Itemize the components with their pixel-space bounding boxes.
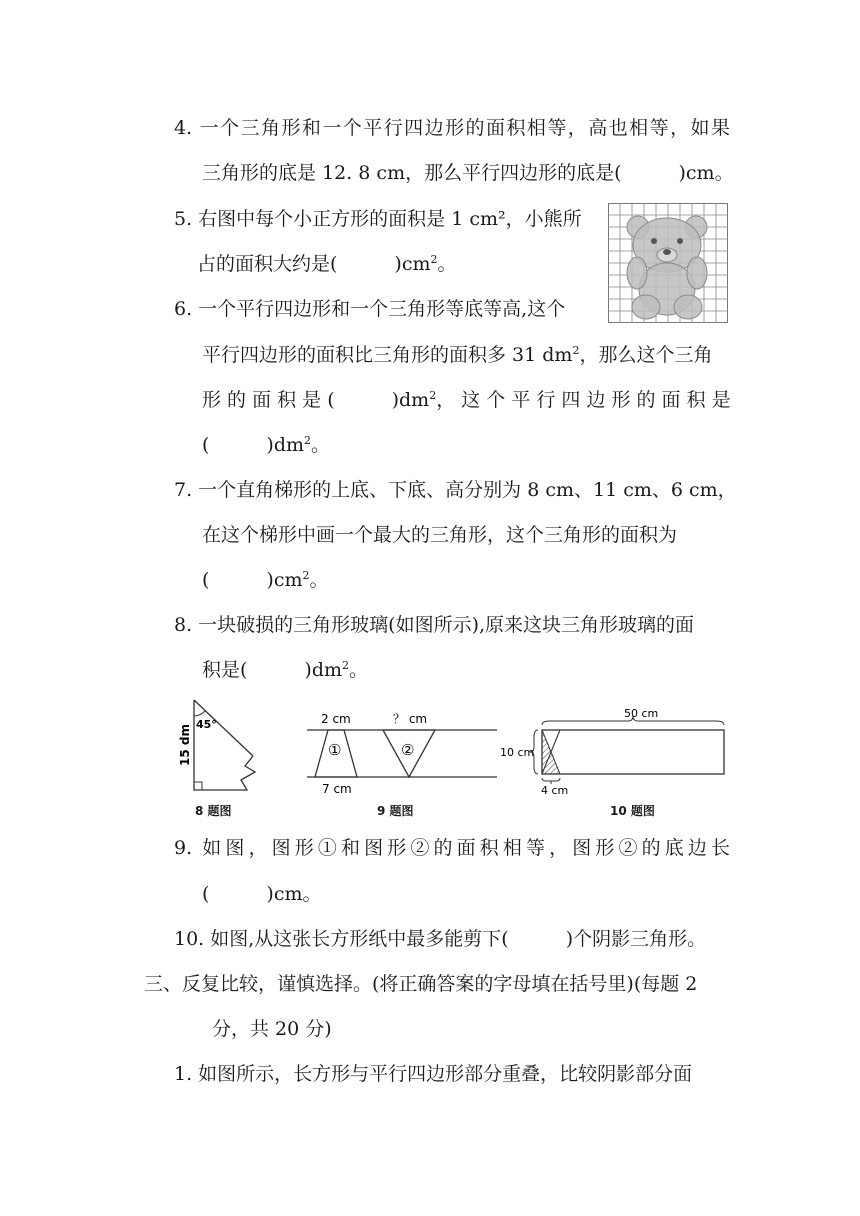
fig10-bottom-label: 4 cm xyxy=(541,784,569,797)
q6-line-1: 6. 一个平行四边形和一个三角形等底等高,这个 xyxy=(174,298,566,320)
q7-line-3-text: ( )cm xyxy=(202,569,303,591)
q5-line-2-end: 。 xyxy=(437,253,457,275)
fig10-caption: 10 题图 xyxy=(610,804,655,818)
q5-line-2 xyxy=(197,252,457,276)
q6-line-3-sup: 2 xyxy=(429,389,437,402)
s3-q1-line-1: 1. 如图所示，长方形与平行四边形部分重叠，比较阴影部分面 xyxy=(174,1063,693,1085)
fig8-angle-label: 45° xyxy=(196,718,217,731)
fig10-side-label: 10 cm xyxy=(500,746,535,759)
q9-line-1: 9. 如图，图形①和图形②的面积相等，图形②的底边长 xyxy=(174,837,730,859)
figure-8-svg xyxy=(175,694,265,794)
q6-line-2 xyxy=(202,343,712,367)
q6-line-2-text: 平行四边形的面积比三角形的面积多 31 dm xyxy=(202,344,573,366)
q8-line-2-text: 积是( )dm xyxy=(202,659,343,681)
figure-9 xyxy=(305,708,500,822)
fig9-bottom-label: 7 cm xyxy=(322,782,352,796)
q7-line-3-end: 。 xyxy=(309,569,329,591)
q8-line-1: 8. 一块破损的三角形玻璃(如图所示),原来这块三角形玻璃的面 xyxy=(174,614,695,636)
fig10-top-label: 50 cm xyxy=(624,707,659,720)
q6-line-3-text: 形 的 面 积 是 ( )dm xyxy=(202,389,430,411)
q10-line-1: 10. 如图,从这张长方形纸中最多能剪下( )个阴影三角形。 xyxy=(174,928,707,950)
q8-line-2-sup: 2 xyxy=(342,659,350,672)
fig9-top-right-label: ？ cm xyxy=(393,712,428,726)
q4-line-1: 4. 一个三角形和一个平行四边形的面积相等，高也相等，如果 xyxy=(174,117,730,139)
q5-sup: 2 xyxy=(430,253,438,266)
figure-8 xyxy=(175,694,265,822)
q6-line-4-sup: 2 xyxy=(304,434,312,447)
figure-10-svg xyxy=(500,705,730,801)
fig8-side-label: 15 dm xyxy=(178,724,192,766)
q4-line-2: 三角形的底是 12. 8 cm，那么平行四边形的底是( )cm。 xyxy=(202,162,734,184)
fig9-top-left-label: 2 cm xyxy=(321,712,351,726)
q7-line-2: 在这个梯形中画一个最大的三角形，这个三角形的面积为 xyxy=(202,524,678,546)
q6-line-3-end: ， 这 个 平 行 四 边 形 的 面 积 是 xyxy=(436,389,731,411)
q6-line-2-sup: 2 xyxy=(572,344,580,357)
q6-line-4-text: ( )dm xyxy=(202,434,305,456)
fig9-shape-1-label: ① xyxy=(328,741,342,759)
q7-line-3-sup: 2 xyxy=(302,569,310,582)
section-3-heading-line-1: 三、反复比较，谨慎选择。(将正确答案的字母填在括号里)(每题 2 xyxy=(144,973,698,995)
fig9-caption: 9 题图 xyxy=(377,804,414,818)
teddy-bear-icon xyxy=(627,216,707,319)
q5-line-1: 5. 右图中每个小正方形的面积是 1 cm²，小熊所 xyxy=(174,208,582,230)
figure-10 xyxy=(500,705,730,822)
q6-line-4 xyxy=(202,433,330,457)
q6-line-3 xyxy=(202,388,731,412)
section-3-heading-line-2: 分，共 20 分) xyxy=(212,1018,332,1040)
q6-line-2-end: ，那么这个三角 xyxy=(579,344,713,366)
q8-line-2-end: 。 xyxy=(349,659,369,681)
fig9-shape-2-label: ② xyxy=(401,741,415,759)
bear-grid-svg xyxy=(608,203,728,323)
q7-line-1: 7. 一个直角梯形的上底、下底、高分别为 8 cm、11 cm、6 cm， xyxy=(174,479,737,501)
q5-line-2-text: 占的面积大约是( )cm xyxy=(197,253,431,275)
bear-grid-figure xyxy=(608,203,728,323)
fig8-caption: 8 题图 xyxy=(195,804,232,818)
q6-line-4-end: 。 xyxy=(311,434,331,456)
figure-9-svg xyxy=(305,708,500,800)
q7-line-3 xyxy=(202,568,329,592)
q8-line-2 xyxy=(202,658,368,682)
q9-line-2: ( )cm。 xyxy=(202,883,322,905)
